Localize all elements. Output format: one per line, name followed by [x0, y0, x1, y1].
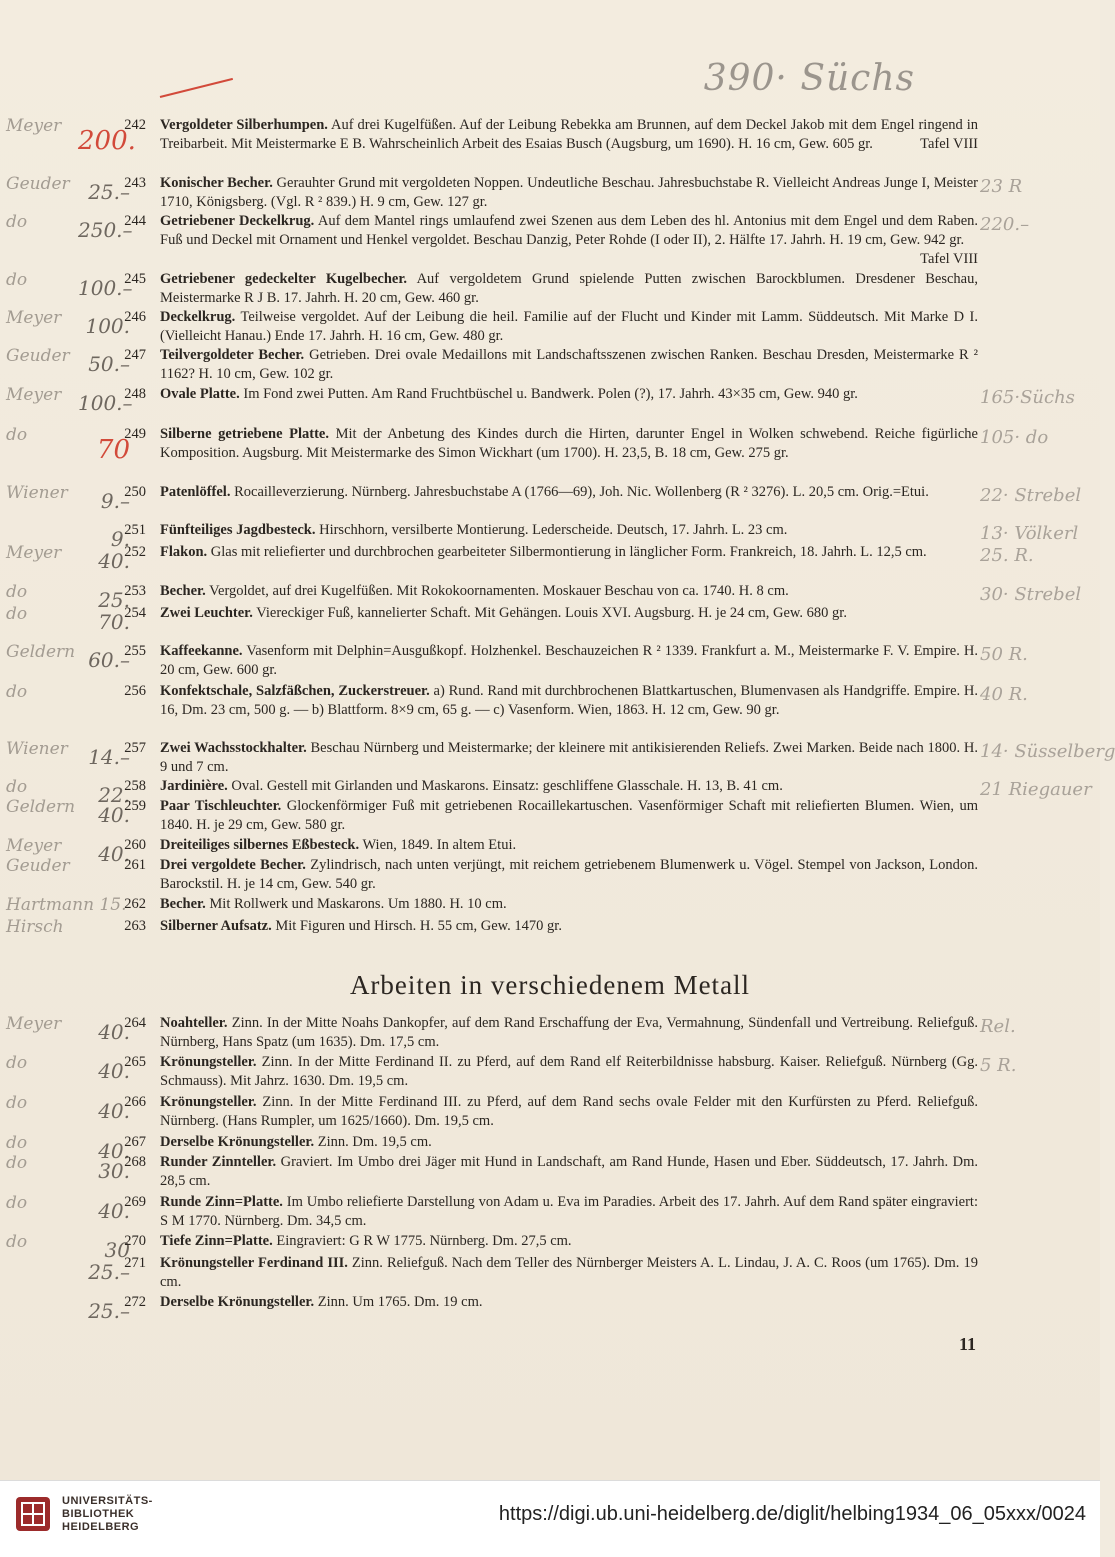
- lot-description: [160, 642, 978, 680]
- margin-result-note: 220.–: [980, 214, 1030, 235]
- margin-price-note: 40.: [98, 1139, 130, 1163]
- margin-buyer-name: Geldern: [6, 797, 76, 817]
- margin-price-note: 14.–: [88, 745, 130, 769]
- lot-details: Gerauhter Grund mit vergoldeten Noppen. Undeutliche Beschau. Jahresbuchstabe R. Vielleicht Andreas Junge I, Meister 1710, Königsberg. (Vgl. R ² 839.) H. 9 cm, Gew. 127 gr.: [160, 175, 978, 210]
- margin-buyer-name: Wiener: [6, 483, 68, 503]
- lot-title: Flakon.: [160, 544, 208, 560]
- margin-buyer-name: Meyer: [6, 308, 62, 328]
- margin-buyer-name: do: [6, 1053, 28, 1073]
- lot-title: Jardinière.: [160, 778, 228, 794]
- lot-number: 250: [124, 484, 146, 500]
- lot-number: 271: [124, 1255, 146, 1271]
- lot-number: 262: [124, 896, 146, 912]
- lot-description: [160, 739, 978, 777]
- margin-buyer-name: Geuder: [6, 174, 70, 194]
- margin-price-note: 25.–: [88, 1299, 130, 1323]
- margin-buyer-name: Meyer: [6, 836, 62, 856]
- catalog-entry: [0, 917, 1100, 955]
- lot-details: Im Umbo reliefierte Darstellung von Adam u. Eva im Paradies. Arbeit des 17. Jahrh. Auf dem Rand später eingraviert: S M 1770. Nürnberg. Dm. 34,5 cm.: [160, 1194, 978, 1229]
- lot-title: Teilvergoldeter Becher.: [160, 347, 305, 363]
- lot-details: Beschau Nürnberg und Meistermarke; der kleinere mit antikisierenden Reliefs. Zwei Marken. Beide nach 1800. H. 9 und 7 cm.: [160, 740, 978, 775]
- catalog-entry: [0, 642, 1100, 680]
- lot-number: 252: [124, 544, 146, 560]
- margin-result-note: 5 R.: [980, 1055, 1017, 1076]
- lot-number: 246: [124, 309, 146, 325]
- lot-description: [160, 836, 978, 855]
- lot-number: 267: [124, 1134, 146, 1150]
- lot-details: Mit Rollwerk und Maskarons. Um 1880. H. 10 cm.: [205, 896, 507, 912]
- margin-buyer-name: do: [6, 425, 28, 445]
- margin-price-note: 25.–: [88, 180, 130, 204]
- lot-details: a) Rund. Rand mit durchbrochenen Blattkartuschen, Blumenvasen als Handgriffe. Empire. H. 16, Dm. 23 cm, 500 g. — b) Blattform. 8×9 cm, 65 g. — c) Vasenform. Wien, 1863. H. 12 cm, Gew. 90 gr.: [160, 683, 979, 718]
- lot-details: Mit der Anbetung des Kindes durch die Hirten, darunter Engel in Wolken schwebend. Reiche figürliche Komposition. Augsburg. Mit Meistermarke des Simon Wickhart (um 1700). H. 23,5, B. 18 cm, Gew. 275 gr.: [160, 426, 978, 461]
- lot-description: [160, 521, 978, 540]
- lot-details: Auf vergoldetem Grund spielende Putten zwischen Barockblumen. Dresdener Beschau, Meistermarke R J B. 17. Jahrh. H. 20 cm, Gew. 460 gr.: [160, 271, 978, 306]
- lot-details: Vasenform mit Delphin=Ausgußkopf. Holzhenkel. Beschauzeichen R ² 1339. Frankfurt a. M., Meistermarke F. V. Empire. H. 20 cm, Gew. 600 gr.: [160, 643, 978, 678]
- lot-number: 265: [124, 1054, 146, 1070]
- lot-description: [160, 308, 978, 346]
- lot-details: Auf drei Kugelfüßen. Auf der Leibung Rebekka am Brunnen, auf dem Deckel Jakob mit dem Engel ringend in Treibarbeit. Mit Meistermarke E B. Wahrscheinlich Arbeit des Esaias Busch (Augsburg, um 1690). H. 16 cm, Gew. 605 gr.: [160, 117, 978, 152]
- catalog-entry: [0, 1153, 1100, 1191]
- lot-number: 260: [124, 837, 146, 853]
- lot-title: Runder Zinnteller.: [160, 1154, 277, 1170]
- lot-number: 270: [124, 1233, 146, 1249]
- margin-result-note: 21 Riegauer: [980, 779, 1092, 800]
- margin-price-note: 30: [104, 1238, 130, 1262]
- lot-title: Dreiteiliges silbernes Eßbesteck.: [160, 837, 360, 853]
- lot-description: [160, 1133, 978, 1152]
- lot-title: Fünfteiliges Jagdbesteck.: [160, 522, 316, 538]
- catalog-entry: [0, 856, 1100, 894]
- lot-number: 255: [124, 643, 146, 659]
- lot-title: Drei vergoldete Becher.: [160, 857, 306, 873]
- catalog-entry: [0, 1014, 1100, 1052]
- catalog-entry: [0, 346, 1100, 384]
- lot-description: [160, 682, 978, 720]
- catalog-entry: [0, 270, 1100, 308]
- margin-buyer-name: Meyer: [6, 543, 62, 563]
- lot-title: Becher.: [160, 583, 206, 599]
- margin-result-note: 14· Süsselberg: [980, 741, 1115, 762]
- lot-description: [160, 346, 978, 384]
- lot-title: Derselbe Krönungsteller.: [160, 1294, 315, 1310]
- lot-number: 242: [124, 117, 146, 133]
- margin-result-note: 23 R: [980, 176, 1023, 197]
- lot-number: 243: [124, 175, 146, 191]
- lot-number: 263: [124, 918, 146, 934]
- lot-description: [160, 116, 978, 154]
- lot-number: 253: [124, 583, 146, 599]
- lot-description: [160, 270, 978, 308]
- lot-title: Becher.: [160, 896, 206, 912]
- lot-details: Vergoldet, auf drei Kugelfüßen. Mit Rokokoornamenten. Moskauer Beschau von ca. 1740. H. 8 cm.: [205, 583, 789, 599]
- lot-description: [160, 777, 978, 796]
- lot-number: 248: [124, 386, 146, 402]
- margin-price-note: 40.: [98, 1199, 130, 1223]
- lot-title: Silberne getriebene Platte.: [160, 426, 329, 442]
- margin-price-note: 40.: [98, 842, 130, 866]
- lot-title: Tiefe Zinn=Platte.: [160, 1233, 273, 1249]
- lot-number: 259: [124, 798, 146, 814]
- lot-title: Vergoldeter Silberhumpen.: [160, 117, 328, 133]
- margin-buyer-name: do: [6, 1193, 28, 1213]
- lot-title: Deckelkrug.: [160, 309, 236, 325]
- lot-description: [160, 425, 978, 463]
- margin-buyer-name: do: [6, 1093, 28, 1113]
- lot-details: Glockenförmiger Fuß mit getriebenen Rocaillekartuschen. Vasenförmiger Schaft mit reliefierten Blumen. Wien, um 1840. H. je 29 cm, Gew. 580 gr.: [160, 798, 978, 833]
- lot-number: 258: [124, 778, 146, 794]
- margin-result-note: 40 R.: [980, 684, 1028, 705]
- catalog-entry: [0, 1254, 1100, 1292]
- catalog-entry: [0, 425, 1100, 463]
- library-name: [62, 1495, 153, 1534]
- lot-number: 247: [124, 347, 146, 363]
- lot-description: [160, 856, 978, 894]
- lot-details: Rocailleverzierung. Nürnberg. Jahresbuchstabe A (1766—69), Joh. Nic. Wollenberg (R ² 3276). L. 20,5 cm. Orig.=Etui.: [230, 484, 929, 500]
- margin-buyer-name: do: [6, 582, 28, 602]
- catalog-entry: [0, 797, 1100, 835]
- margin-buyer-name: do: [6, 604, 28, 624]
- lot-details: Eingraviert: G R W 1775. Nürnberg. Dm. 27,5 cm.: [272, 1233, 572, 1249]
- catalog-entry: [0, 1093, 1100, 1131]
- margin-price-note: 70: [96, 435, 130, 465]
- margin-price-note: 25.–: [88, 1260, 130, 1284]
- plate-reference: Tafel VIII: [920, 136, 978, 152]
- library-line2: BIBLIOTHEK: [62, 1508, 135, 1520]
- margin-price-note: 40.: [98, 803, 130, 827]
- lot-details: Mit Figuren und Hirsch. H. 55 cm, Gew. 1470 gr.: [271, 918, 562, 934]
- section-heading: Arbeiten in verschiedenem Metall: [349, 970, 751, 1000]
- margin-buyer-name: Wiener: [6, 739, 68, 759]
- margin-buyer-name: Meyer: [6, 116, 62, 136]
- margin-result-note: 50 R.: [980, 644, 1028, 665]
- catalog-entry: [0, 483, 1100, 521]
- lot-description: [160, 483, 978, 502]
- lot-title: Konischer Becher.: [160, 175, 273, 191]
- margin-result-note: 13· Völkerl: [980, 523, 1079, 544]
- margin-buyer-name: Geuder: [6, 346, 70, 366]
- catalog-entry: [0, 116, 1100, 154]
- lot-title: Krönungsteller.: [160, 1054, 257, 1070]
- lot-details: Getrieben. Drei ovale Medaillons mit Landschaftsszenen zwischen Ranken. Beschau Dresden, Meistermarke R ² 1162? H. 10 cm, Gew. 102 gr.: [160, 347, 978, 382]
- lot-description: [160, 1293, 978, 1312]
- catalog-entry: [0, 212, 1100, 267]
- margin-result-note: 30· Strebel: [980, 584, 1082, 605]
- catalog-entry: [0, 1193, 1100, 1231]
- margin-buyer-name: do: [6, 777, 28, 797]
- margin-price-note: 250.–: [78, 218, 133, 242]
- lot-description: [160, 212, 978, 269]
- margin-price-note: 100.: [85, 314, 130, 338]
- catalog-entry: [0, 385, 1100, 423]
- margin-price-note: 22.: [98, 783, 130, 807]
- lot-title: Zwei Leuchter.: [160, 605, 253, 621]
- lot-title: Kaffeekanne.: [160, 643, 243, 659]
- library-line1: UNIVERSITÄTS-: [62, 1495, 153, 1507]
- red-pencil-mark: [160, 78, 233, 98]
- margin-price-note: 30.: [98, 1159, 130, 1183]
- lot-details: Oval. Gestell mit Girlanden und Maskarons. Einsatz: geschliffene Glasschale. H. 13, B. 41 cm.: [227, 778, 783, 794]
- lot-title: Getriebener Deckelkrug.: [160, 213, 315, 229]
- margin-buyer-name: Meyer: [6, 1014, 62, 1034]
- lot-number: 249: [124, 426, 146, 442]
- lot-details: Glas mit reliefierter und durchbrochen gearbeiteter Silbermontierung in länglicher Form. Frankreich, 18. Jahrh. L. 12,5 cm.: [207, 544, 927, 560]
- lot-title: Paar Tischleuchter.: [160, 798, 282, 814]
- lot-title: Patenlöffel.: [160, 484, 231, 500]
- lot-title: Krönungsteller.: [160, 1094, 257, 1110]
- lot-title: Derselbe Krönungsteller.: [160, 1134, 315, 1150]
- lot-title: Krönungsteller Ferdinand III.: [160, 1255, 348, 1271]
- margin-price-note: 50.–: [88, 352, 130, 376]
- lot-description: [160, 1232, 978, 1251]
- margin-price-note: 60.–: [88, 648, 130, 672]
- lot-title: Ovale Platte.: [160, 386, 240, 402]
- catalog-entry: [0, 1053, 1100, 1091]
- margin-buyer-name: Hirsch: [6, 917, 64, 937]
- lot-title: Zwei Wachsstockhalter.: [160, 740, 307, 756]
- lot-description: [160, 1093, 978, 1131]
- lot-number: 269: [124, 1194, 146, 1210]
- lot-details: Zinn. Dm. 19,5 cm.: [314, 1134, 432, 1150]
- margin-price-note: 40.: [98, 549, 130, 573]
- lot-number: 264: [124, 1015, 146, 1031]
- margin-buyer-name: do: [6, 1133, 28, 1153]
- margin-buyer-name: do: [6, 682, 28, 702]
- lot-details: Zinn. In der Mitte Ferdinand III. zu Pferd, auf dem Rand sechs ovale Felder mit den Kurfürsten zu Pferd. Reliefguß. Nürnberg. (Hans Rumpler, um 1625/1660). Dm. 19,5 cm.: [160, 1094, 978, 1129]
- margin-price-note: 40.: [98, 1059, 130, 1083]
- lot-description: [160, 1193, 978, 1231]
- lot-description: [160, 1014, 978, 1052]
- lot-details: Auf dem Mantel rings umlaufend zwei Szenen aus dem Leben des hl. Antonius mit dem Engel und dem Raben. Fuß und Deckel mit Ornament und Henkel vergoldet. Beschau Danzig, Peter Rohde (I oder II), 2. Hälfte 17. Jahrh. H. 19 cm, Gew. 942 gr.: [160, 213, 978, 248]
- lot-number: 272: [124, 1294, 146, 1310]
- library-line3: HEIDELBERG: [62, 1521, 140, 1533]
- lot-details: Viereckiger Fuß, kannelierter Schaft. Mit Gehängen. Louis XVI. Augsburg. H. je 24 cm, Gew. 680 gr.: [252, 605, 847, 621]
- lot-details: Zinn. Um 1765. Dm. 19 cm.: [314, 1294, 483, 1310]
- lot-description: [160, 174, 978, 212]
- margin-price-note: 100.–: [78, 391, 133, 415]
- lot-details: Teilweise vergoldet. Auf der Leibung die heil. Familie auf der Flucht und Kinder mit Lamm. Süddeutsch. Mit Marke D I. (Vielleicht Hanau.) Ende 17. Jahrh. H. 16 cm, Gew. 480 gr.: [160, 309, 978, 344]
- catalog-entry: [0, 543, 1100, 581]
- margin-price-note: 40.: [98, 1099, 130, 1123]
- margin-buyer-name: Geldern: [6, 642, 76, 662]
- margin-buyer-name: Hartmann 15.: [6, 895, 127, 915]
- lot-number: 244: [124, 213, 146, 229]
- lot-number: 245: [124, 271, 146, 287]
- lot-description: [160, 604, 978, 623]
- lot-title: Runde Zinn=Platte.: [160, 1194, 283, 1210]
- lot-description: [160, 1254, 978, 1292]
- catalog-entry: [0, 1293, 1100, 1331]
- lot-description: [160, 1153, 978, 1191]
- lot-details: Zinn. Reliefguß. Nach dem Teller des Nürnberger Meisters A. L. Lindau, J. A. C. Roos (um 1765). Dm. 19 cm.: [160, 1255, 978, 1290]
- lot-title: Getriebener gedeckelter Kugelbecher.: [160, 271, 408, 287]
- margin-result-note: Rel.: [980, 1016, 1016, 1037]
- lot-details: Zinn. In der Mitte Noahs Dankopfer, auf dem Rand Erschaffung der Eva, Vermahnung, Sündenfall und Vertreibung. Reliefguß. Nürnberg, Hans Spatz (um 1635). Dm. 17,5 cm.: [160, 1015, 978, 1050]
- margin-price-note: 70.: [98, 610, 130, 634]
- margin-price-note: 40.: [98, 1020, 130, 1044]
- lot-number: 256: [124, 683, 146, 699]
- lot-description: [160, 543, 978, 562]
- margin-result-note: 165·Süchs: [980, 387, 1075, 408]
- margin-buyer-name: do: [6, 212, 28, 232]
- margin-result-note: 22· Strebel: [980, 485, 1082, 506]
- lot-number: 266: [124, 1094, 146, 1110]
- lot-title: Noahteller.: [160, 1015, 228, 1031]
- lot-description: [160, 797, 978, 835]
- margin-buyer-name: Meyer: [6, 385, 62, 405]
- margin-price-note: 25.: [98, 588, 130, 612]
- lot-description: [160, 895, 978, 914]
- catalog-entry: [0, 739, 1115, 777]
- lot-details: Hirschhorn, versilberte Montierung. Lederscheide. Deutsch, 17. Jahrh. L. 23 cm.: [315, 522, 788, 538]
- lot-number: 268: [124, 1154, 146, 1170]
- margin-result-note: 25. R.: [980, 545, 1034, 566]
- margin-price-note: 200.: [78, 126, 136, 156]
- lot-number: 251: [124, 522, 146, 538]
- margin-result-note: 105· do: [980, 427, 1049, 448]
- lot-details: Wien, 1849. In altem Etui.: [359, 837, 517, 853]
- page-number: 11: [958, 1334, 976, 1354]
- university-seal-icon: [14, 1495, 52, 1533]
- viewer-footer: [0, 1480, 1100, 1557]
- catalog-entry: [0, 682, 1100, 720]
- lot-number: 257: [124, 740, 146, 756]
- lot-title: Silberner Aufsatz.: [160, 918, 272, 934]
- lot-description: [160, 1053, 978, 1091]
- lot-description: [160, 385, 978, 404]
- margin-buyer-name: Geuder: [6, 856, 70, 876]
- lot-number: 254: [124, 605, 146, 621]
- catalog-entry: [0, 308, 1100, 346]
- lot-details: Im Fond zwei Putten. Am Rand Fruchtbüschel u. Bandwerk. Polen (?), 17. Jahrh. 43×35 cm, Gew. 940 gr.: [239, 386, 858, 402]
- handwritten-header-note: 390· Süchs: [703, 58, 915, 99]
- margin-buyer-name: do: [6, 1153, 28, 1173]
- lot-title: Konfektschale, Salzfäßchen, Zuckerstreuer.: [160, 683, 430, 699]
- catalog-entry: [0, 174, 1100, 212]
- lot-description: [160, 582, 978, 601]
- catalog-entry: [0, 604, 1100, 642]
- plate-reference: Tafel VIII: [920, 251, 978, 267]
- margin-price-note: 9.–: [100, 489, 130, 513]
- margin-buyer-name: do: [6, 1232, 28, 1252]
- lot-description: [160, 917, 978, 936]
- page-url-link[interactable]: https://digi.ub.uni-heidelberg.de/diglit/helbing1934_06_05xxx/0024: [498, 1503, 1086, 1525]
- lot-details: Zylindrisch, nach unten verjüngt, mit reichem getriebenem Blumenwerk u. Vögel. Stempel von Jackson, London. Barockstil. H. je 14 cm, Gew. 540 gr.: [160, 857, 979, 892]
- margin-price-note: 100.–: [78, 276, 133, 300]
- lot-details: Zinn. In der Mitte Ferdinand II. zu Pferd, auf dem Rand elf Reiterbildnisse habsburg. Kaiser. Reliefguß. Nürnberg (Gg. Schmauss). Mit Jahrz. 1630. Dm. 19,5 cm.: [160, 1054, 978, 1089]
- lot-details: Graviert. Im Umbo drei Jäger mit Hund in Landschaft, am Rand Hunde, Hasen und Eber. Süddeutsch, 17. Jahrh. Dm. 28,5 cm.: [160, 1154, 978, 1189]
- margin-buyer-name: do: [6, 270, 28, 290]
- lot-number: 261: [124, 857, 146, 873]
- margin-price-note: 9.: [110, 527, 130, 551]
